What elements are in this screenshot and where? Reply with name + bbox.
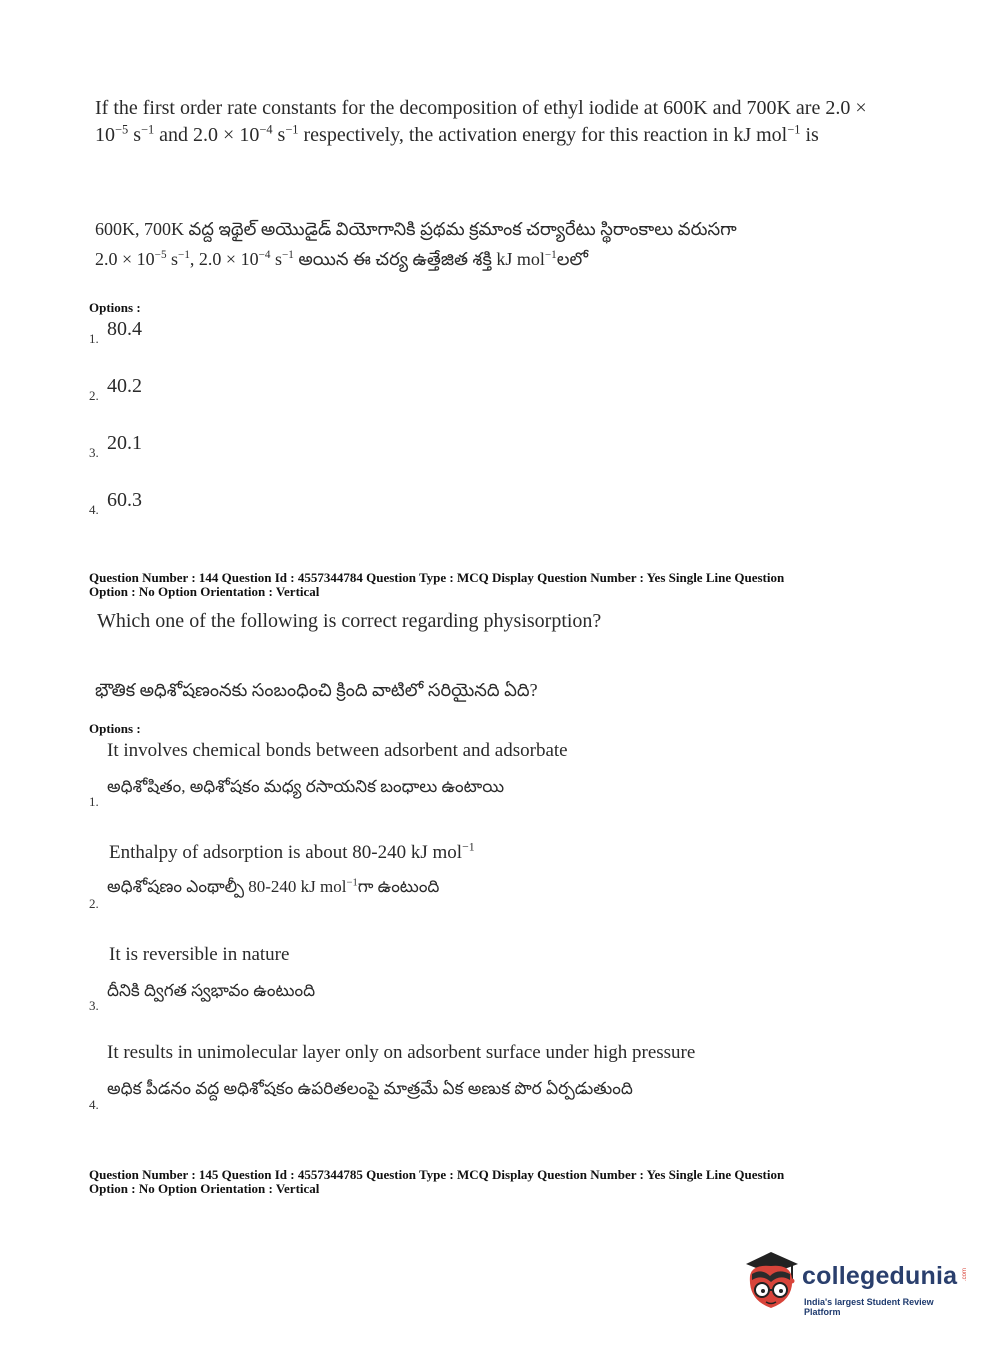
question-143-telugu-line1: 600K, 700K వద్ద ఇథైల్ అయొడైడ్ వియోగానికి ప్రథమ క్రమాంక చర్యారేటు స్థిరాంకాలు వరుసగా: [95, 219, 737, 239]
option-number: 1.: [89, 794, 99, 809]
question-145-meta: Question Number : 145 Question Id : 4557344785 Question Type : MCQ Display Question Number : Yes Single Line Question Option : No Option Orientation : Vertical: [89, 1167, 785, 1196]
option-value[interactable]: 80.4: [107, 318, 142, 340]
option-2-telugu: అధిశోషణం ఎంథాల్పీ 80-240 kJ mol$^{-1}$గా ఉంటుంది: [107, 877, 440, 896]
option-2-english[interactable]: Enthalpy of adsorption is about 80-240 kJ mol$^{-1}$: [109, 840, 475, 863]
logo-wordmark: collegedunia: [802, 1262, 958, 1290]
option-number: 4.: [89, 502, 99, 517]
option-value[interactable]: 20.1: [107, 432, 142, 454]
option-value[interactable]: 40.2: [107, 375, 142, 397]
logo-tagline: India's largest Student Review Platform: [804, 1297, 934, 1317]
mascot-icon: [740, 1250, 802, 1314]
option-1-telugu: అధిశోషితం, అధిశోషకం మధ్య రసాయనిక బంధాలు ఉంటాయి: [107, 777, 505, 796]
option-4-english[interactable]: It results in unimolecular layer only on adsorbent surface under high pressure: [107, 1042, 696, 1063]
question-143-english: If the first order rate constants for the decomposition of ethyl iodide at 600K and 700K are $2.0 \times 10^{-5}$ $s^{-1}$ and $2.0 \times 10^{-4}$ $s^{-1}$ respectively, the activation energy for this reaction in kJ mol$^{-1}$ is: [95, 97, 867, 146]
option-number: 2.: [89, 388, 99, 403]
option-value[interactable]: 60.3: [107, 489, 142, 511]
option-1-english[interactable]: It involves chemical bonds between adsorbent and adsorbate: [107, 740, 568, 761]
option-number: 3.: [89, 998, 99, 1013]
option-number: 2.: [89, 896, 99, 911]
question-144-english: Which one of the following is correct regarding physisorption?: [97, 610, 602, 632]
option-3-telugu: దీనికి ద్విగత స్వభావం ఉంటుంది: [107, 981, 316, 1000]
question-144-meta: Question Number : 144 Question Id : 4557344784 Question Type : MCQ Display Question Number : Yes Single Line Question Option : No Option Orientation : Vertical: [89, 570, 785, 599]
option-number: 3.: [89, 445, 99, 460]
question-144-telugu: భౌతిక అధిశోషణంనకు సంబంధించి క్రింది వాటిలో సరియైనది ఏది?: [95, 680, 538, 700]
option-4-telugu: అధిక పీడనం వద్ద అధిశోషకం ఉపరితలంపై మాత్రమే ఏక అణుక పొర ఏర్పడుతుంది: [107, 1079, 633, 1098]
question-143-telugu-line2: $2.0 \times 10^{-5}$ $s^{-1}$, $2.0 \times 10^{-4}$ $s^{-1}$ అయిన ఈ చర్య ఉత్తేజిత శక్తి kJ mol$^{-1}$లలో: [95, 249, 589, 269]
collegedunia-logo: [740, 1250, 970, 1320]
options-label: Options :: [89, 300, 141, 315]
option-number: 1.: [89, 331, 99, 346]
option-number: 4.: [89, 1097, 99, 1112]
option-3-english[interactable]: It is reversible in nature: [109, 944, 290, 965]
logo-com: .com: [962, 1268, 968, 1282]
question-143-telugu: [95, 214, 915, 274]
options-label: Options :: [89, 721, 141, 736]
